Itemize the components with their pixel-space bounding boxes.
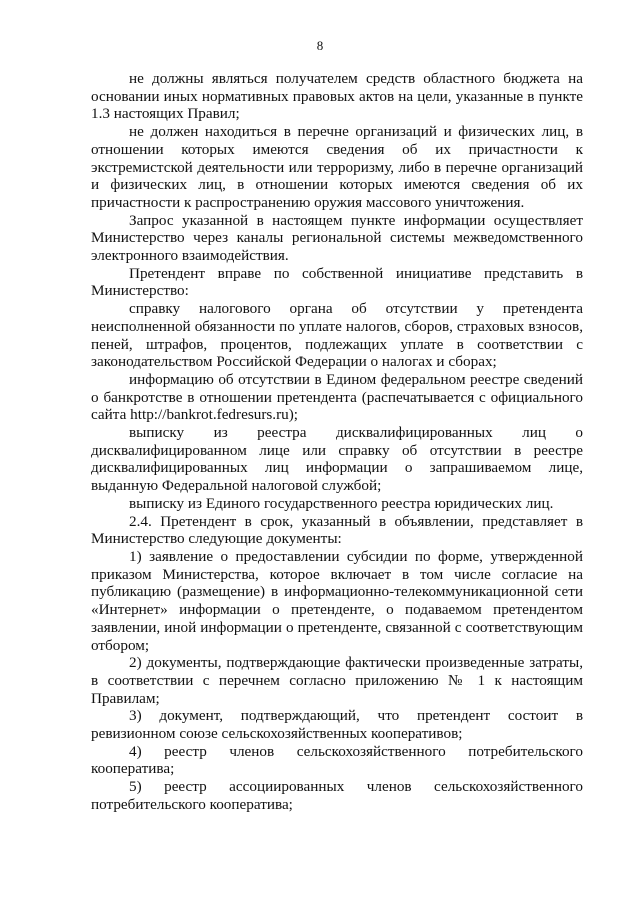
list-item: 2) документы, подтверждающие фактически произведенные затраты, в соответствии с перечнем согласно приложению № 1 к настоящим Правилам; <box>91 654 583 707</box>
list-item: 4) реестр членов сельскохозяйственного потребительского кооператива; <box>91 742 583 778</box>
list-item: 3) документ, подтверждающий, что претендент состоит в ревизионном союзе сельскохозяйственных кооперативов; <box>91 707 583 743</box>
paragraph: не должен находиться в перечне организаций и физических лиц, в отношении которых имеются сведения об их причастности к экстремистской деятельности или терроризму, либо в перечне организаций и физических лиц, в отношении которых имеются сведения об их причастности к распространению оружия массового уничтожения. <box>91 123 583 211</box>
paragraph: выписку из Единого государственного реестра юридических лиц. <box>129 494 554 512</box>
paragraph: Запрос указанной в настоящем пункте информации осуществляет Министерство через каналы региональной системы межведомственного электронного взаимодействия. <box>91 211 583 265</box>
paragraph: Претендент вправе по собственной инициативе представить в Министерство: <box>91 264 583 300</box>
paragraph: не должны являться получателем средств областного бюджета на основании иных нормативных правовых актов на цели, указанные в пункте 1.3 настоящих Правил; <box>91 70 583 123</box>
list-item: 1) заявление о предоставлении субсидии по форме, утвержденной приказом Министерства, которое включает в том числе согласие на публикацию (размещение) в информационно-телекоммуникационной сети «Интернет» информации о претенденте, о подаваемом претендентом заявлении, иной информации о претенденте, связанной с соответствующим отбором; <box>91 547 583 654</box>
paragraph: выписку из реестра дисквалифицированных лиц о дисквалифицированном лице или справку об отсутствии в реестре дисквалифицированных лиц информации о запрашиваемом лице, выданную Федеральной налоговой службой; <box>91 424 583 495</box>
document-body <box>91 70 583 814</box>
section-heading-paragraph: 2.4. Претендент в срок, указанный в объявлении, представляет в Министерство следующие документы: <box>91 512 583 548</box>
paragraph: справку налогового органа об отсутствии у претендента неисполненной обязанности по уплате налогов, сборов, страховых взносов, пеней, штрафов, процентов, подлежащих уплате в соответствии с законодательством Российской Федерации о налогах и сборах; <box>91 300 583 371</box>
paragraph: информацию об отсутствии в Едином федеральном реестре сведений о банкротстве в отношении претендента (распечатывается с официального сайта http://bankrot.fedresurs.ru); <box>91 370 583 424</box>
list-item: 5) реестр ассоциированных членов сельскохозяйственного потребительского кооператива; <box>91 778 583 813</box>
page-number: 8 <box>316 38 324 53</box>
